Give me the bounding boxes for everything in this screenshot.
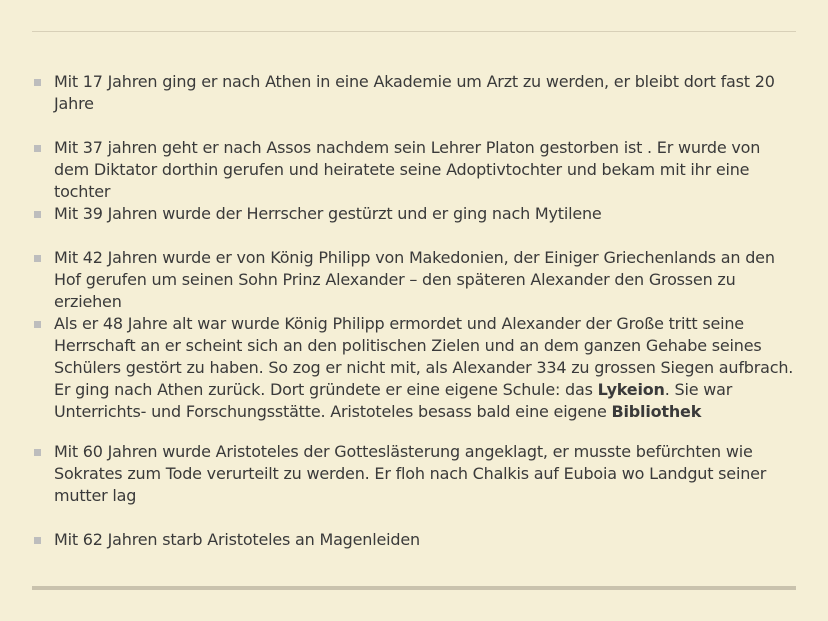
list-item xyxy=(34,247,794,313)
list-item xyxy=(34,313,794,423)
lykeion-bold: Lykeion xyxy=(597,380,665,399)
list-item-text: Mit 39 Jahren wurde der Herrscher gestürzt und er ging nach Mytilene xyxy=(54,204,602,223)
list-item-text-part: Als er 48 Jahre alt war wurde König Philipp ermordet und Alexander der Große tritt seine Herrschaft an er scheint sich an den politischen Zielen und an dem ganzen Gehabe seines Schülers gestört zu haben. So zog er nicht mit, als Alexander 334 zu grossen Siegen aufbrach. Er ging nach Athen zurück. Dort gründete er eine eigene Schule: das xyxy=(54,314,794,399)
bottom-divider xyxy=(32,586,796,590)
list-item-text: Mit 37 jahren geht er nach Assos nachdem sein Lehrer Platon gestorben ist . Er wurde von dem Diktator dorthin gerufen und heiratete seine Adoptivtochter und bekam mit ihr eine tochter xyxy=(54,138,761,201)
bullet-square-icon xyxy=(34,537,41,544)
bullet-square-icon xyxy=(34,321,41,328)
top-divider xyxy=(32,31,796,32)
list-item xyxy=(34,137,794,203)
bullet-square-icon xyxy=(34,449,41,456)
list-item-text-part: . Sie war Unterrichts- und Forschungsstätte. Aristoteles besass bald eine eigene xyxy=(54,380,733,421)
list-item-text: Mit 62 Jahren starb Aristoteles an Magenleiden xyxy=(54,530,420,549)
bullet-square-icon xyxy=(34,211,41,218)
bullet-square-icon xyxy=(34,145,41,152)
list-item xyxy=(34,203,794,225)
list-item-text: Mit 17 Jahren ging er nach Athen in eine Akademie um Arzt zu werden, er bleibt dort fast 20 Jahre xyxy=(54,72,775,113)
bullet-square-icon xyxy=(34,79,41,86)
list-item-text: Mit 42 Jahren wurde er von König Philipp von Makedonien, der Einiger Griechenlands an den Hof gerufen um seinen Sohn Prinz Alexander – den späteren Alexander den Grossen zu erziehen xyxy=(54,248,775,311)
bullet-square-icon xyxy=(34,255,41,262)
list-item-text xyxy=(54,314,793,421)
list-item xyxy=(34,529,794,551)
list-item xyxy=(34,441,794,507)
list-item-text: Mit 60 Jahren wurde Aristoteles der Gotteslästerung angeklagt, er musste befürchten wie Sokrates zum Tode verurteilt zu werden. Er floh nach Chalkis auf Euboia wo Landgut seiner mutter lag xyxy=(54,442,767,505)
list-item xyxy=(34,71,794,115)
bibliothek-bold: Bibliothek xyxy=(611,402,702,421)
